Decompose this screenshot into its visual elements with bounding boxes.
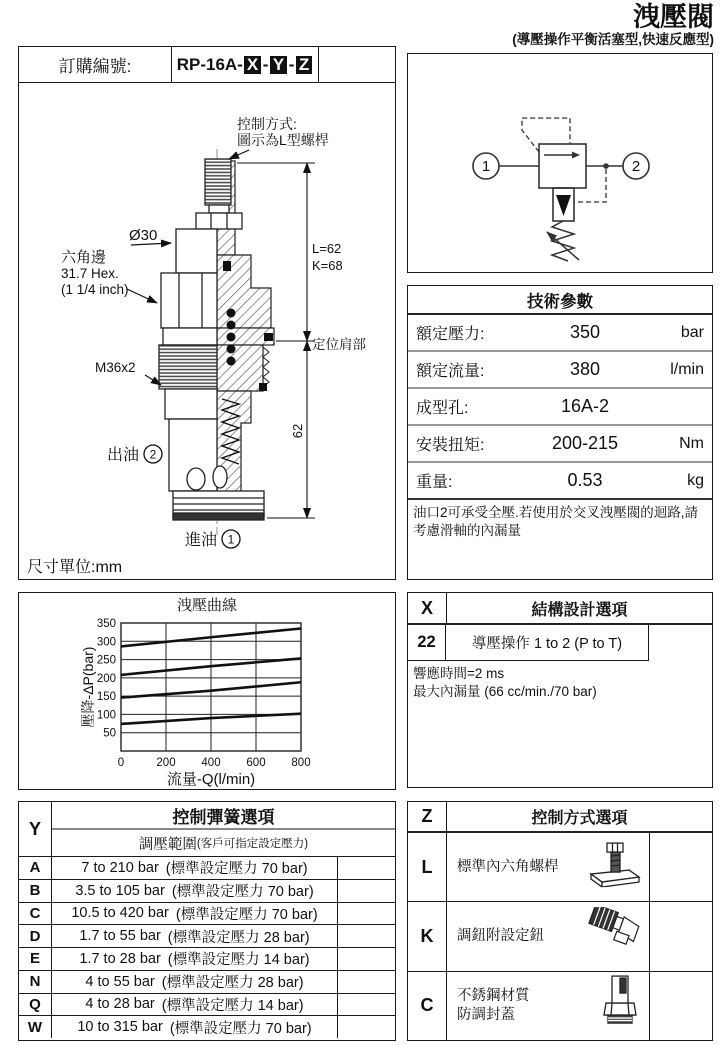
hydraulic-symbol-panel — [407, 53, 713, 273]
tech-param-value: 16A-2 — [560, 396, 610, 416]
y-option-range-cell — [52, 903, 338, 925]
relief-curve-panel — [18, 592, 396, 790]
x-tick-label: 600 — [246, 757, 266, 769]
x-option-code: 22 — [408, 625, 446, 661]
x-axis-label: 流量-Q(l/min) — [166, 771, 256, 787]
y-option-code: A — [19, 857, 52, 879]
x-options-notes — [408, 661, 712, 705]
order-number-row — [19, 47, 395, 83]
tech-param-label: 安裝扭矩: — [416, 437, 485, 454]
x-option-empty-cell — [649, 625, 712, 661]
y-option-range: 4 to 55 bar — [85, 973, 155, 990]
y-options-panel — [18, 801, 396, 1041]
y-option-range: 10.5 to 420 bar — [71, 905, 169, 922]
x-options-header — [408, 593, 712, 625]
port1-number: 1 — [227, 532, 235, 547]
x-options-panel — [407, 592, 713, 788]
x-tick-label: 200 — [156, 757, 176, 769]
z-option-empty-cell — [650, 833, 712, 901]
y-options-subtitle: 調壓範圍 — [138, 836, 197, 853]
x-tick-label: 0 — [117, 757, 125, 769]
x-option-note-line: 最大內漏量 (66 cc/min./70 bar) — [413, 684, 597, 700]
z-option-row — [408, 902, 712, 971]
tech-param-row — [408, 463, 712, 500]
part-number-dash: - — [288, 54, 295, 74]
y-option-range-cell — [52, 994, 338, 1016]
y-tick-label: 350 — [96, 618, 116, 630]
z-options-header — [408, 802, 712, 833]
z-option-label: 標準內六角螺桿 — [457, 858, 559, 875]
z-option-row — [408, 833, 712, 902]
length-l-label: L=62 — [312, 241, 342, 256]
z-option-label: 防調封蓋 — [457, 1006, 515, 1023]
symbol-port2: 2 — [631, 158, 641, 175]
x-options-title: 結構設計選項 — [531, 601, 628, 619]
y-option-row — [19, 903, 395, 926]
y-option-range: 1.7 to 28 bar — [79, 950, 161, 967]
tech-param-value: 380 — [569, 359, 601, 379]
page-title: 洩壓閥 — [633, 2, 714, 32]
z-option-code: L — [408, 833, 447, 901]
y-option-code: N — [19, 971, 52, 993]
y-tick-label: 50 — [103, 727, 116, 740]
z-option-code: K — [408, 902, 447, 970]
y-option-range-cell — [52, 1016, 338, 1038]
y-option-range: 3.5 to 105 bar — [75, 882, 165, 899]
tech-params-note: 油口2可承受全壓.若使用於交叉洩壓閥的迴路,請考慮滑軸的內漏量 — [413, 505, 699, 538]
y-option-range-cell — [52, 880, 338, 902]
y-option-note: (標準設定壓力 70 bar) — [171, 884, 314, 901]
tech-params-rows — [408, 315, 712, 500]
z-options-panel — [407, 801, 713, 1041]
tech-params-title: 技術參數 — [408, 286, 712, 315]
title-block — [512, 2, 714, 48]
symbol-port1: 1 — [481, 158, 491, 175]
y-option-empty-cell — [338, 925, 395, 947]
z-option-row — [408, 972, 712, 1040]
tech-param-unit: kg — [687, 471, 704, 489]
tech-param-label: 額定流量: — [416, 363, 485, 380]
y-tick-label: 100 — [96, 709, 116, 722]
relief-triangle — [556, 195, 571, 216]
y-option-code: B — [19, 880, 52, 902]
y-option-empty-cell — [338, 948, 395, 970]
tech-param-unit: l/min — [670, 360, 704, 378]
tech-param-unit: Nm — [679, 434, 704, 452]
tech-param-value: 200-215 — [551, 433, 619, 453]
part-number-code-y: Y — [270, 56, 287, 74]
order-number-label: 訂購編號: — [19, 47, 172, 82]
y-tick-label: 300 — [96, 636, 116, 649]
page-subtitle: (導壓操作平衡活塞型,快速反應型) — [512, 32, 714, 48]
part-number-dash: - — [262, 54, 269, 74]
hex-note-line1: 六角邊 — [61, 249, 107, 266]
x-tick-label: 800 — [291, 757, 311, 769]
y-options-code: Y — [19, 802, 52, 856]
adjust-knob-icon — [585, 908, 641, 966]
diameter-label: Ø30 — [129, 227, 158, 244]
hex-note-line2: 31.7 Hex. — [61, 266, 119, 281]
y-option-row — [19, 948, 395, 971]
tamper-proof-cap-icon — [599, 974, 641, 1038]
x-options-code: X — [408, 593, 447, 623]
y-option-note: (標準設定壓力 14 bar) — [167, 952, 310, 969]
y-option-row — [19, 857, 395, 880]
z-option-label: 調鈕附設定鈕 — [457, 928, 544, 945]
thread-label: M36x2 — [95, 360, 136, 375]
z-options-title: 控制方式選項 — [531, 810, 628, 827]
z-option-empty-cell — [650, 902, 712, 970]
y-option-range-cell — [52, 857, 338, 879]
y-option-empty-cell — [338, 994, 395, 1016]
tech-param-value: 350 — [569, 322, 601, 342]
x-option-row — [408, 625, 712, 661]
hydraulic-symbol — [408, 54, 711, 271]
y-option-range: 7 to 210 bar — [81, 859, 159, 876]
y-option-code: C — [19, 903, 52, 925]
length-62-label: 62 — [290, 423, 305, 439]
y-option-row — [19, 994, 395, 1017]
y-option-note: (標準設定壓力 28 bar) — [167, 929, 310, 946]
y-tick-label: 250 — [96, 654, 116, 667]
tech-param-label: 重量: — [416, 474, 453, 491]
adjustable-arrow — [547, 232, 579, 260]
y-option-range: 1.7 to 55 bar — [79, 928, 161, 945]
y-option-range: 10 to 315 bar — [77, 1019, 163, 1036]
part-number-code-z: Z — [296, 56, 312, 74]
y-option-code: E — [19, 948, 52, 970]
control-note-line2: 圖示為L型螺桿 — [237, 132, 329, 148]
x-tick-label: 400 — [201, 757, 221, 769]
y-option-empty-cell — [338, 880, 395, 902]
pilot-lines — [522, 118, 606, 202]
y-options-subtitle-row — [52, 828, 395, 856]
port1-label: 進油 — [185, 532, 218, 549]
z-option-empty-cell — [650, 972, 712, 1040]
port2-label: 出油 — [107, 447, 140, 464]
tech-param-row — [408, 426, 712, 463]
y-option-empty-cell — [338, 857, 395, 879]
part-number-prefix: RP-16A- — [176, 54, 243, 74]
x-options-rows — [408, 625, 712, 661]
y-option-range-cell — [52, 971, 338, 993]
tech-param-row — [408, 352, 712, 389]
length-k-label: K=68 — [312, 258, 343, 273]
flow-arrow — [572, 152, 580, 159]
y-option-note: (標準設定壓力 28 bar) — [161, 975, 304, 992]
y-option-empty-cell — [338, 1016, 395, 1038]
y-option-note: (標準設定壓力 70 bar) — [175, 906, 318, 923]
z-option-desc-cell — [447, 972, 650, 1040]
tech-param-row — [408, 315, 712, 352]
y-option-code: Q — [19, 994, 52, 1016]
y-option-empty-cell — [338, 971, 395, 993]
part-number — [172, 47, 319, 82]
drawing-panel — [18, 46, 396, 580]
hex-socket-screw-icon — [589, 841, 641, 893]
control-note-line1: 控制方式: — [237, 116, 297, 132]
chart-title: 洩壓曲線 — [176, 597, 237, 614]
y-options-header-right — [52, 802, 395, 856]
hex-note-line3: (1 1/4 inch) — [61, 282, 129, 297]
y-tick-label: 150 — [96, 691, 116, 704]
y-options-title: 控制彈簧選項 — [172, 807, 275, 827]
z-options-code: Z — [408, 802, 447, 831]
junction-dot — [603, 163, 609, 169]
z-option-label: 不銹鋼材質 — [457, 987, 530, 1004]
relief-curve-chart — [19, 615, 393, 787]
y-options-rows — [19, 857, 395, 1038]
x-option-note-line: 響應時間=2 ms — [413, 666, 505, 681]
tech-param-label: 額定壓力: — [416, 326, 485, 343]
y-tick-label: 200 — [96, 672, 116, 685]
y-option-note: (標準設定壓力 14 bar) — [161, 997, 304, 1014]
z-option-code: C — [408, 972, 447, 1040]
unit-note: 尺寸單位:mm — [27, 559, 123, 576]
y-option-code: W — [19, 1016, 52, 1038]
port2-number: 2 — [149, 447, 157, 462]
z-options-rows — [408, 833, 712, 1040]
y-option-row — [19, 925, 395, 948]
y-options-subtitle-note: (客戶可指定設定壓力) — [196, 838, 309, 850]
y-option-range: 4 to 28 bar — [85, 996, 155, 1013]
y-options-header — [19, 802, 395, 857]
y-option-row — [19, 971, 395, 994]
part-number-code-x: X — [244, 56, 261, 74]
order-empty-cell — [319, 47, 395, 82]
tech-params-panel — [407, 285, 713, 580]
tech-param-row — [408, 389, 712, 426]
y-option-code: D — [19, 925, 52, 947]
y-option-range-cell — [52, 925, 338, 947]
z-option-desc-cell — [447, 833, 650, 901]
tech-param-unit: bar — [680, 323, 704, 341]
y-option-note: (標準設定壓力 70 bar) — [165, 861, 308, 878]
tech-param-value: 0.53 — [567, 470, 603, 490]
valve-cross-section-drawing — [19, 83, 394, 551]
x-option-desc: 導壓操作 1 to 2 (P to T) — [446, 625, 649, 661]
shoulder-label: 定位肩部 — [312, 337, 366, 352]
spring-symbol — [552, 221, 574, 261]
tech-param-label: 成型孔: — [416, 400, 469, 417]
z-option-desc-cell — [447, 902, 650, 970]
y-option-row — [19, 1016, 395, 1038]
y-option-range-cell — [52, 948, 338, 970]
y-option-note: (標準設定壓力 70 bar) — [169, 1020, 312, 1037]
y-option-row — [19, 880, 395, 903]
y-axis-label: 壓降-ΔP(bar) — [80, 646, 96, 728]
y-option-empty-cell — [338, 903, 395, 925]
